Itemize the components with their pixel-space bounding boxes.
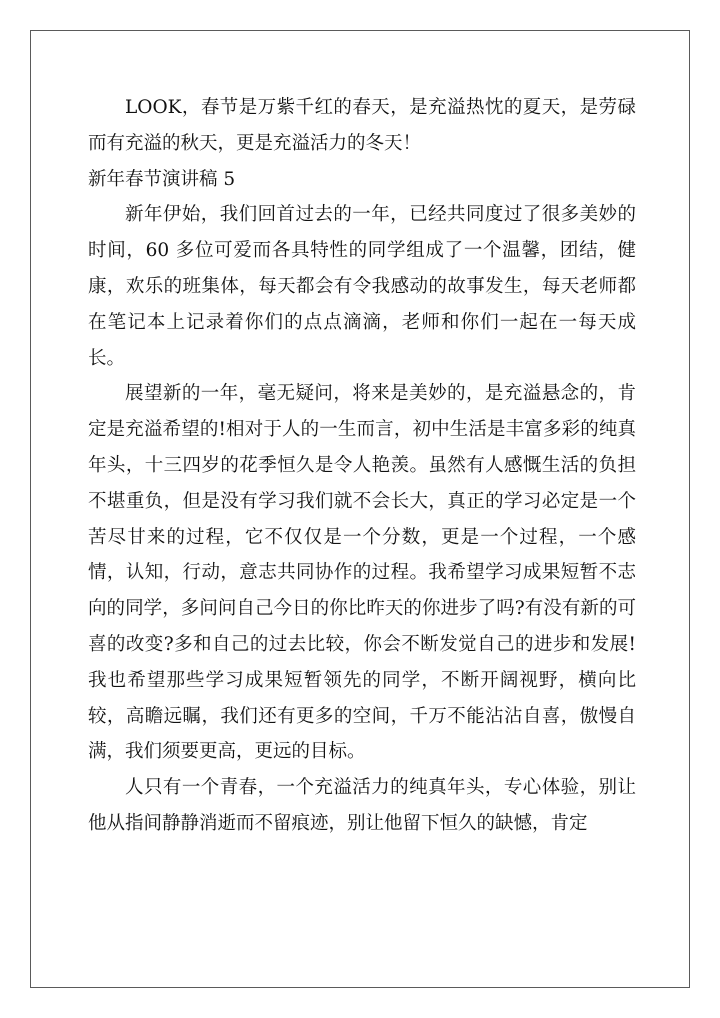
paragraph-youth: 人只有一个青春，一个充溢活力的纯真年头，专心体验，别让他从指间静静消逝而不留痕迹，别让他留下恒久的缺憾，肯定 <box>88 777 636 834</box>
document-body <box>88 90 636 842</box>
section-heading: 新年春节演讲稿 5 <box>88 168 236 190</box>
paragraph-outlook: 展望新的一年，毫无疑问，将来是美妙的，是充溢悬念的，肯定是充溢希望的!相对于人的一生而言，初中生活是丰富多彩的纯真年头，十三四岁的花季恒久是令人艳羡。虽然有人感慨生活的负担不堪重负，但是没有学习我们就不会长大，真正的学习必定是一个苦尽甘来的过程，它不仅仅是一个分数，更是一个过程，一个感情，认知，行动，意志共同协作的过程。我希望学习成果短暂不志向的同学，多问问自己今日的你比昨天的你进步了吗?有没有新的可喜的改变?多和自己的过去比较，你会不断发觉自己的进步和发展!我也希望那些学习成果短暂领先的同学，不断开阔视野，横向比较，高瞻远瞩，我们还有更多的空间，千万不能沾沾自喜，傲慢自满，我们须要更高，更远的目标。 <box>88 383 636 763</box>
paragraph-new-year-review: 新年伊始，我们回首过去的一年，已经共同度过了很多美妙的时间，60 多位可爱而各具特性的同学组成了一个温馨，团结，健康，欢乐的班集体，每天都会有令我感动的故事发生，每天老师都在笔记本上记录着你们的点点滴滴，老师和你们一起在一每天成长。 <box>88 204 636 369</box>
paragraph-seasons: LOOK，春节是万紫千红的春天，是充溢热忱的夏天，是劳碌而有充溢的秋天，更是充溢活力的冬天！ <box>88 97 636 154</box>
